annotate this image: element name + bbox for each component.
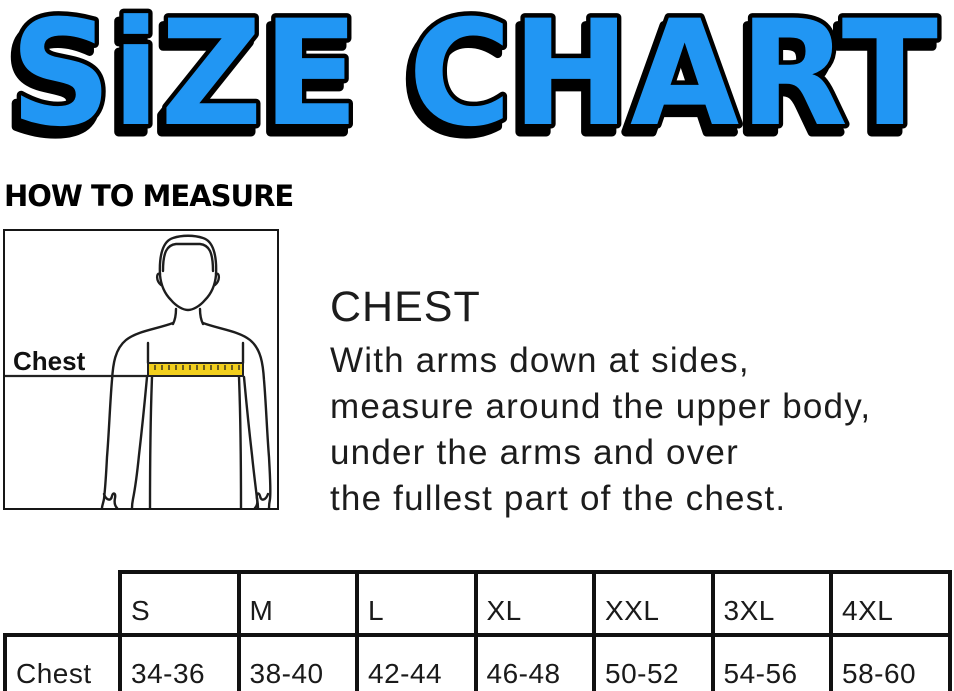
row-label-chest: Chest [5, 635, 120, 691]
page-title [0, 0, 954, 160]
size-header-xl: XL [476, 572, 595, 635]
chest-value-3xl: 54-56 [713, 635, 832, 691]
size-header-3xl: 3XL [713, 572, 832, 635]
size-header-l: L [357, 572, 476, 635]
chest-values-row [5, 635, 950, 691]
tape-measure-icon [148, 363, 243, 376]
chest-instructions [330, 283, 872, 522]
instruction-line: the fullest part of the chest. [330, 479, 787, 518]
size-table [3, 570, 952, 691]
how-to-measure-heading: HOW TO MEASURE [4, 179, 294, 213]
title-art [0, 0, 954, 160]
size-header-m: M [239, 572, 358, 635]
size-header-xxl: XXL [594, 572, 713, 635]
chest-value-xxl: 50-52 [594, 635, 713, 691]
chest-value-m: 38-40 [239, 635, 358, 691]
chest-heading: CHEST [330, 283, 481, 331]
chest-value-s: 34-36 [120, 635, 239, 691]
chest-diagram-label: Chest [13, 346, 86, 376]
body-figure [5, 231, 277, 508]
chest-value-xl: 46-48 [476, 635, 595, 691]
size-header-s: S [120, 572, 239, 635]
instruction-line: With arms down at sides, [330, 341, 750, 380]
instruction-line: measure around the upper body, [330, 387, 872, 426]
instruction-line: under the arms and over [330, 433, 739, 472]
size-header-row [5, 572, 950, 635]
chest-value-l: 42-44 [357, 635, 476, 691]
title-text: SiZE CHART [10, 0, 938, 159]
size-header-4xl: 4XL [831, 572, 950, 635]
blank-corner-cell [5, 572, 120, 635]
measure-diagram-box [3, 229, 279, 510]
chest-value-4xl: 58-60 [831, 635, 950, 691]
